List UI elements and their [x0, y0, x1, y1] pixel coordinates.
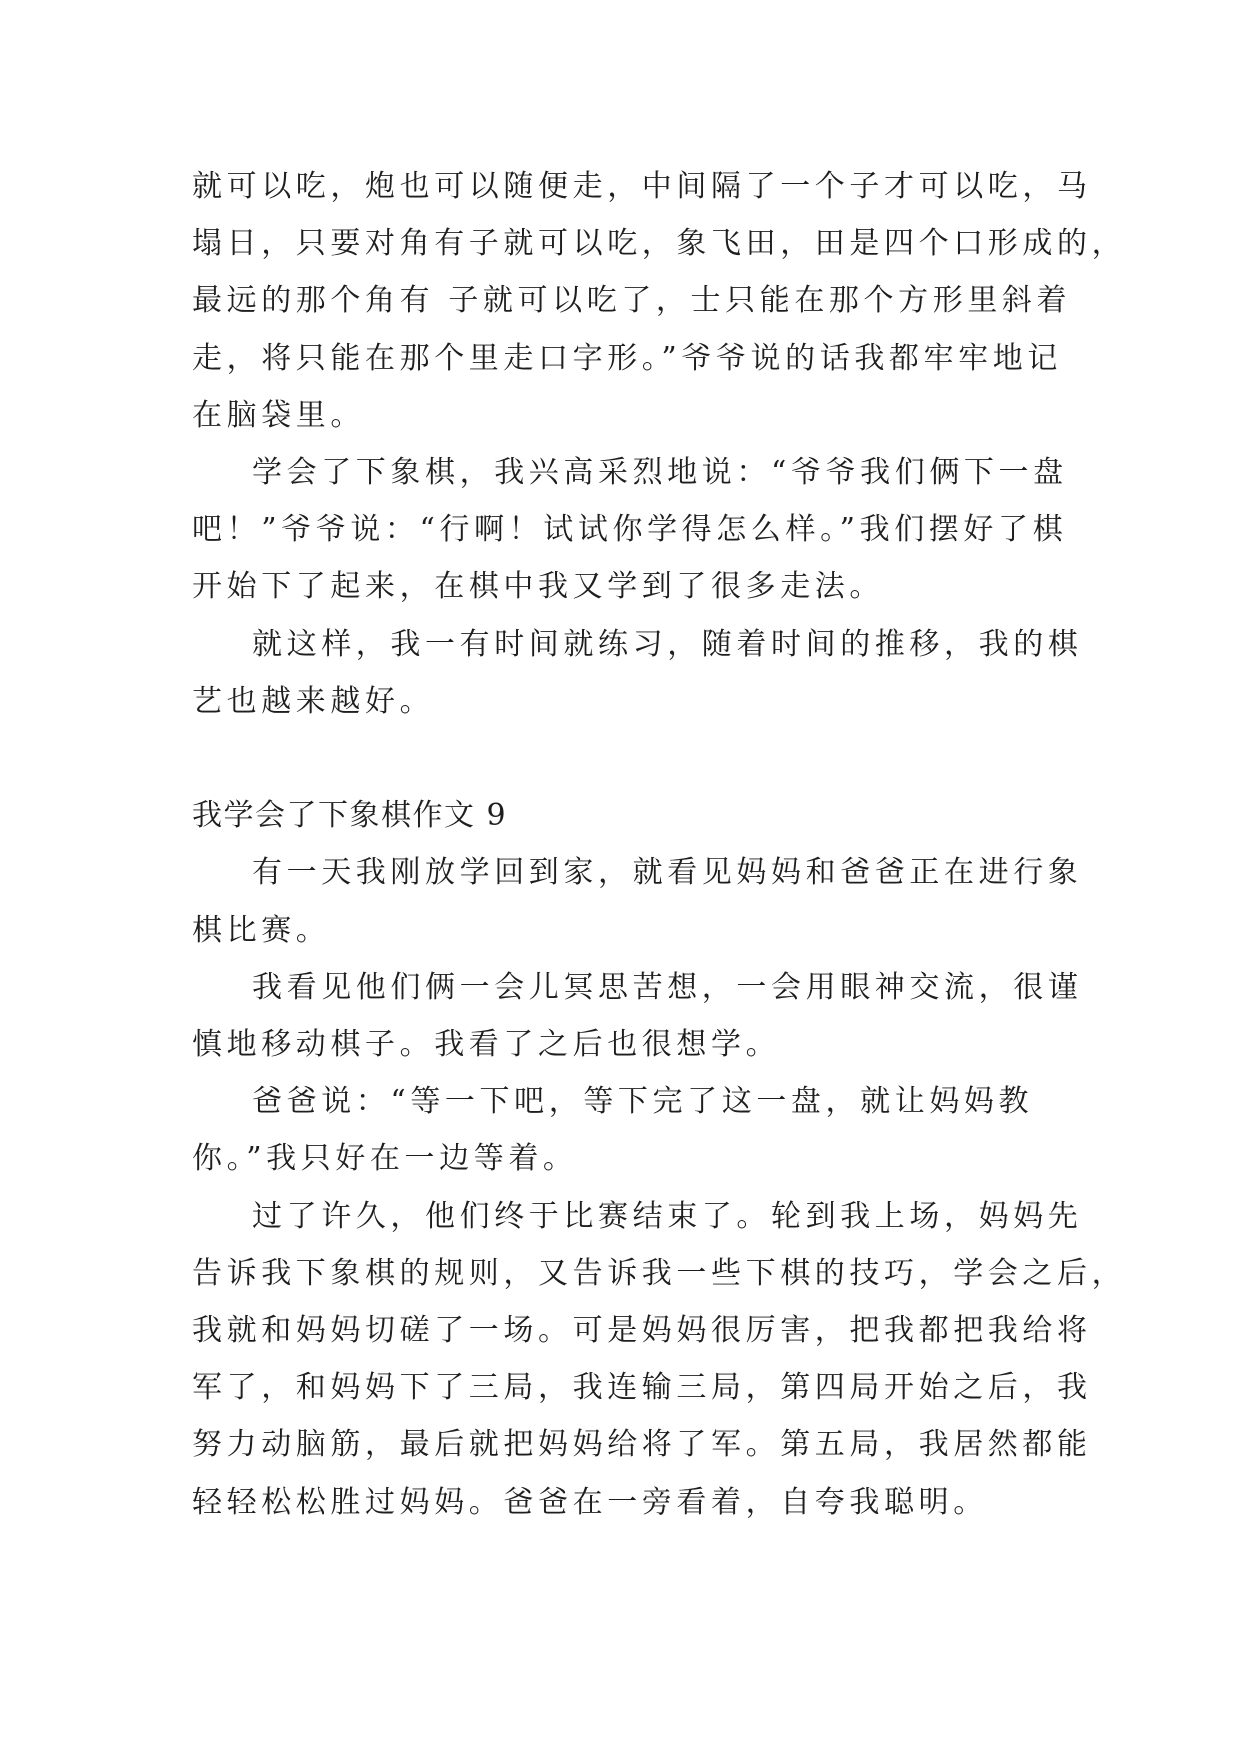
text-line: 你。”我只好在一边等着。 — [192, 1141, 578, 1177]
section-title: 我学会了下象棋作文 9 — [192, 798, 508, 834]
text-line: 艺也越来越好。 — [192, 683, 435, 719]
text-line: 告诉我下象棋的规则，又告诉我一些下棋的技巧，学会之后， — [192, 1255, 1127, 1291]
text-line: 爸爸说：“等一下吧，等下完了这一盘，就让妈妈教 — [252, 1084, 1034, 1120]
paragraph — [192, 1188, 1127, 1531]
paragraph — [192, 444, 1068, 616]
text-line: 轻轻松松胜过妈妈。爸爸在一旁看着，自夸我聪明。 — [192, 1484, 988, 1520]
text-line: 慎地移动棋子。我看了之后也很想学。 — [192, 1027, 781, 1063]
paragraph — [192, 616, 1083, 730]
paragraph — [192, 844, 1083, 958]
text-line: 棋比赛。 — [192, 912, 331, 948]
text-line: 吧！”爷爷说：“行啊！试试你学得怎么样。”我们摆好了棋 — [192, 512, 1068, 548]
text-line: 努力动脑筋，最后就把妈妈给将了军。第五局，我居然都能 — [192, 1427, 1092, 1463]
text-line: 学会了下象棋，我兴高采烈地说：“爷爷我们俩下一盘 — [252, 455, 1068, 491]
text-line: 走，将只能在那个里走口字形。”爷爷说的话我都牢牢地记 — [192, 340, 1062, 376]
text-line: 塌日，只要对角有子就可以吃，象飞田，田是四个口形成的， — [192, 226, 1127, 262]
text-line: 我看见他们俩一会儿冥思苦想，一会用眼神交流，很谨 — [252, 969, 1083, 1005]
text-line: 在脑袋里。 — [192, 397, 365, 433]
text-line: 就这样，我一有时间就练习，随着时间的推移，我的棋 — [252, 626, 1083, 662]
essay-body — [192, 158, 1127, 1531]
text-line: 过了许久，他们终于比赛结束了。轮到我上场，妈妈先 — [252, 1198, 1083, 1234]
text-line: 就可以吃，炮也可以随便走，中间隔了一个子才可以吃，马 — [192, 169, 1092, 204]
paragraph — [192, 1073, 1052, 1187]
text-line: 开始下了起来，在棋中我又学到了很多走法。 — [192, 569, 884, 605]
text-line: 军了，和妈妈下了三局，我连输三局，第四局开始之后，我 — [192, 1370, 1092, 1406]
text-line: 有一天我刚放学回到家，就看见妈妈和爸爸正在进行象 — [252, 855, 1083, 891]
paragraph — [192, 959, 1083, 1073]
blank-line — [192, 730, 1052, 787]
continuation-paragraph — [192, 158, 1127, 444]
text-line: 最远的那个角有 子就可以吃了，士只能在那个方形里斜着 — [192, 283, 1072, 319]
text-line: 我就和妈妈切磋了一场。可是妈妈很厉害，把我都把我给将 — [192, 1313, 1092, 1349]
